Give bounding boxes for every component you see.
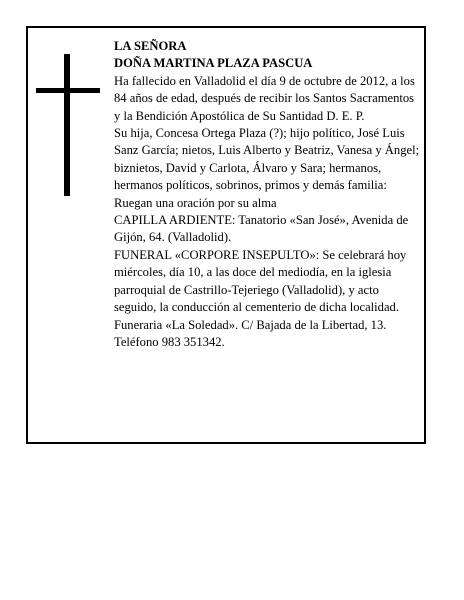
deceased-name: DOÑA MARTINA PLAZA PASCUA [114,56,313,71]
funeral-home-info: Funeraria «La Soledad». C/ Bajada de la Libertad, 13. Teléfono 983 351342. [114,317,387,349]
family-list: Su hija, Concesa Ortega Plaza (?); hijo político, José Luis Sanz García; nietos, Luis Alberto y Beatriz, Vanesa y Ángel; biznietos, David y Carlota, Álvaro y Sara; hermanos, hermanos políticos, sobrinos, primos y demás familia: [114,126,420,193]
notice-title: LA SEÑORA [114,39,187,53]
death-announcement: Ha fallecido en Valladolid el día 9 de octubre de 2012, a los 84 años de edad, después de recibir los Santos Sacramentos y la Bendición Apostólica de Su Santidad D. E. P. [114,73,415,123]
cross-icon [36,54,100,196]
prayer-request: Ruegan una oración por su alma [114,195,277,210]
cross-vertical-bar [64,54,70,196]
obituary-text [114,38,420,351]
cross-horizontal-bar [36,88,100,93]
chapel-info: CAPILLA ARDIENTE: Tanatorio «San José», Avenida de Gijón, 64. (Valladolid). [114,213,409,245]
funeral-info: FUNERAL «CORPORE INSEPULTO»: Se celebrará hoy miércoles, día 10, a las doce del mediodía, en la iglesia parroquial de Castrillo-Tejeriego (Valladolid), y acto seguido, la conducción al cementerio de dicha localidad. [114,247,407,315]
